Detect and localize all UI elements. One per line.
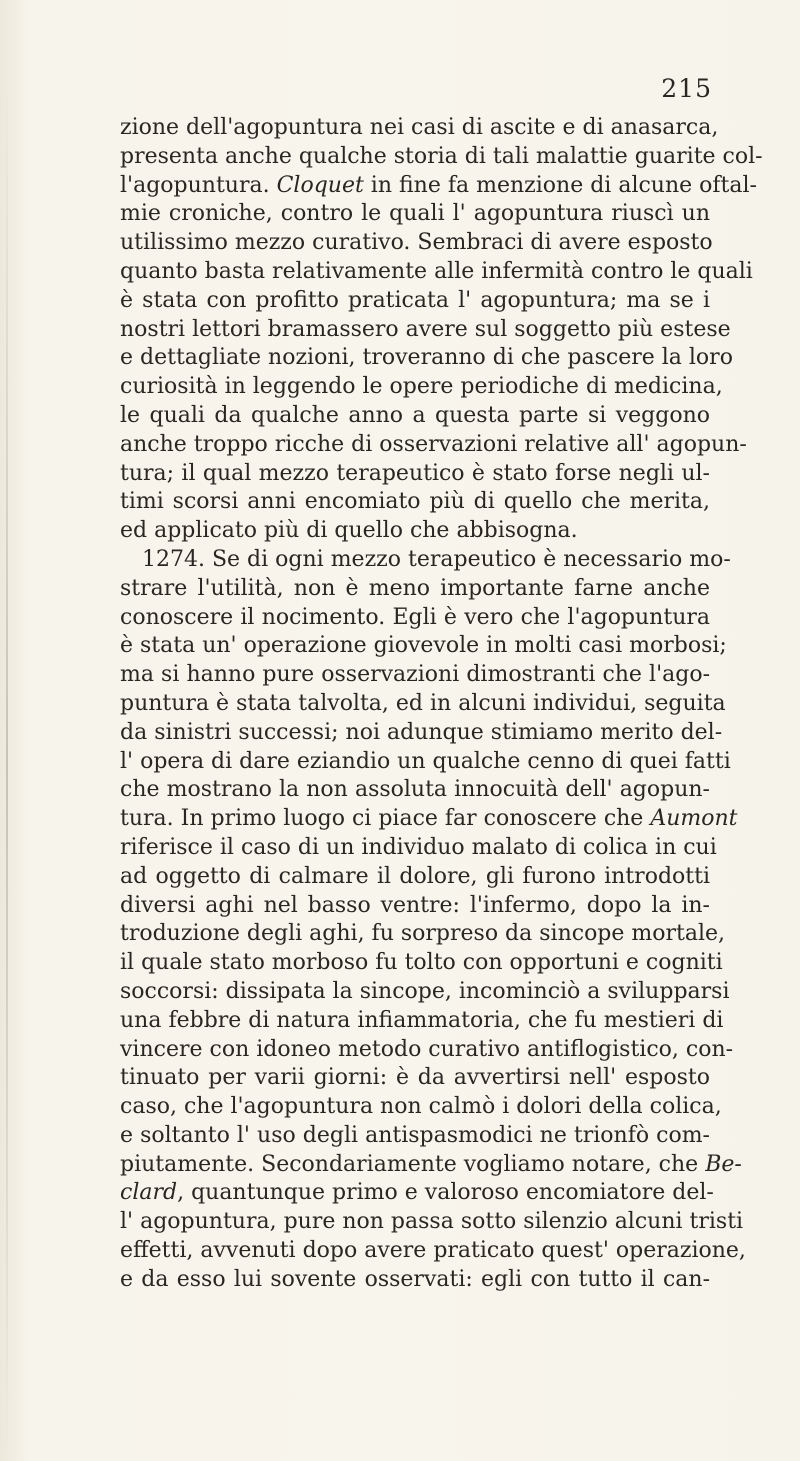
italic-name: Aumont	[650, 806, 738, 832]
text-run: l'agopuntura.	[120, 172, 277, 198]
text-line: riferisce il caso di un individuo malato di colica in cui	[120, 834, 717, 860]
text-line: l' agopuntura, pure non passa sotto silenzio alcuni tristi	[120, 1209, 744, 1235]
text-line: è stata un' operazione giovevole in molti casi morbosi;	[120, 633, 727, 659]
text-line: strare l'utilità, non è meno importante farne anche	[120, 575, 710, 601]
text-line: l' opera di dare eziandio un qualche cenno di quei fatti	[120, 748, 731, 774]
text-line: il quale stato morboso fu tolto con opportuni e cogniti	[120, 950, 723, 976]
text-line	[120, 172, 757, 201]
text-line	[120, 805, 738, 834]
text-line: troduzione degli aghi, fu sorpreso da sincope mortale,	[120, 921, 726, 947]
text-line: ma si hanno pure osservazioni dimostranti che l'ago-	[120, 662, 710, 688]
text-line: è stata con profitto praticata l' agopuntura; ma se i	[120, 287, 710, 313]
text-line: da sinistri successi; noi adunque stimiamo merito del-	[120, 719, 723, 745]
text-run: , quantunque primo e valoroso encomiatore del-	[177, 1180, 714, 1206]
text-line: zione dell'agopuntura nei casi di ascite e di anasarca,	[120, 115, 719, 140]
text-line: presenta anche qualche storia di tali malattie guarite col-	[120, 143, 763, 169]
text-line: e da esso lui sovente osservati: egli con tutto il can-	[120, 1266, 710, 1292]
text-line: anche troppo ricche di osservazioni relative all' agopun-	[120, 431, 747, 457]
text-line: una febbre di natura infiammatoria, che fu mestieri di	[120, 1007, 724, 1033]
text-line: timi scorsi anni encomiato più di quello che merita,	[120, 489, 710, 515]
text-line: che mostrano la non assoluta innocuità dell' agopun-	[120, 777, 710, 803]
text-run: piutamente. Secondariamente vogliamo notare, che	[120, 1151, 706, 1177]
italic-name: Cloquet	[276, 172, 364, 198]
binding-gutter	[6, 80, 8, 1460]
text-line: 1274. Se di ogni mezzo terapeutico è necessario mo-	[142, 546, 731, 572]
text-run: in fine fa menzione di alcune oftal-	[363, 172, 757, 198]
text-line: vincere con idoneo metodo curativo antiflogistico, con-	[120, 1036, 734, 1062]
text-line: mie croniche, contro le quali l' agopuntura riuscì un	[120, 201, 710, 227]
text-line: caso, che l'agopuntura non calmò i dolori della colica,	[120, 1094, 722, 1120]
text-line: quanto basta relativamente alle infermità contro le quali	[120, 258, 753, 284]
text-line: le quali da qualche anno a questa parte si veggono	[120, 402, 710, 428]
text-line: nostri lettori bramassero avere sul soggetto più estese	[120, 316, 731, 342]
text-line: effetti, avvenuti dopo avere praticato quest' operazione,	[120, 1238, 746, 1264]
text-line	[120, 1179, 714, 1208]
text-run: tura. In primo luogo ci piace far conoscere che	[120, 806, 651, 832]
text-line: diversi aghi nel basso ventre: l'infermo, dopo la in-	[120, 892, 710, 918]
page-number: 215	[661, 74, 712, 103]
italic-name: Be-	[705, 1151, 742, 1177]
body-text	[120, 114, 763, 1295]
text-line	[120, 1151, 742, 1180]
text-line: ad oggetto di calmare il dolore, gli furono introdotti	[120, 863, 710, 889]
text-line: e dettagliate nozioni, troveranno di che pascere la loro	[120, 345, 733, 371]
text-line: e soltanto l' uso degli antispasmodici ne trionfò com-	[120, 1122, 710, 1148]
text-line: puntura è stata talvolta, ed in alcuni individui, seguita	[120, 690, 726, 716]
italic-name: clard	[120, 1180, 178, 1206]
text-line: tura; il qual mezzo terapeutico è stato forse negli ul-	[120, 460, 710, 486]
text-line: utilissimo mezzo curativo. Sembraci di avere esposto	[120, 230, 713, 256]
text-line: curiosità in leggendo le opere periodiche di medicina,	[120, 374, 723, 400]
text-line: conoscere il nocimento. Egli è vero che l'agopuntura	[120, 604, 710, 630]
text-line: tinuato per varii giorni: è da avvertirsi nell' esposto	[120, 1065, 710, 1091]
text-line: ed applicato più di quello che abbisogna.	[120, 518, 578, 544]
text-line: soccorsi: dissipata la sincope, incominciò a svilupparsi	[120, 978, 730, 1004]
